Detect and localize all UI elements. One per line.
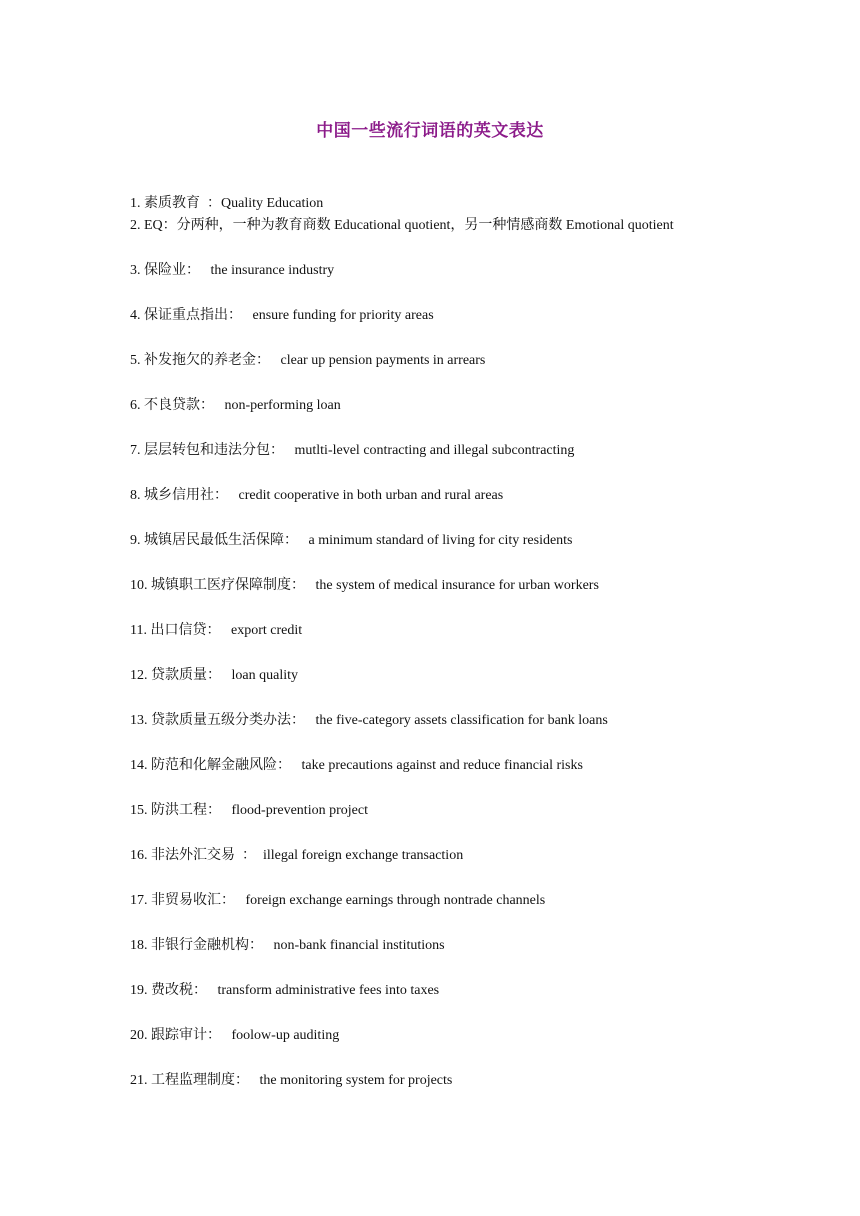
entry-number: 21. [130, 1073, 148, 1088]
entry-separator [220, 623, 231, 638]
entry-chinese: 层层转包和违法分包： [144, 443, 284, 458]
entry-chinese: 非法外汇交易 [151, 848, 235, 863]
entry-chinese: 非贸易收汇： [151, 893, 235, 908]
entry-chinese: 贷款质量五级分类办法： [151, 713, 305, 728]
entry-english: the five-category assets classification for bank loans [315, 713, 608, 728]
entry-chinese: 保险业： [144, 263, 200, 278]
entry-separator [263, 938, 274, 953]
entry-number: 17. [130, 893, 148, 908]
list-item [130, 801, 368, 821]
entry-chinese: 工程监理制度： [151, 1073, 249, 1088]
entry-number: 3. [130, 263, 141, 278]
list-item [130, 756, 583, 776]
entry-chinese: 费改税： [151, 983, 207, 998]
entry-english: non-bank financial institutions [273, 938, 445, 953]
list-item [130, 261, 334, 281]
list-item [130, 306, 434, 326]
entry-number: 4. [130, 308, 141, 323]
entry-separator [221, 803, 232, 818]
entry-number: 9. [130, 533, 141, 548]
entry-separator [305, 713, 316, 728]
entry-english: illegal foreign exchange transaction [263, 848, 464, 863]
document-title: 中国一些流行词语的英文表达 [316, 121, 544, 140]
entry-chinese: EQ：分两种，一种为教育商数 [144, 218, 331, 233]
entry-number: 15. [130, 803, 148, 818]
entry-separator [298, 533, 309, 548]
entry-separator [270, 353, 281, 368]
entry-english: flood-prevention project [231, 803, 368, 818]
entry-separator [221, 1028, 232, 1043]
entry-english: ensure funding for priority areas [252, 308, 434, 323]
list-item [130, 621, 302, 641]
list-item [130, 486, 503, 506]
entry-separator [242, 308, 253, 323]
entry-english: Quality Education [221, 196, 324, 211]
list-item [130, 936, 445, 956]
entry-chinese: 不良贷款： [144, 398, 214, 413]
entry-chinese: 跟踪审计： [151, 1028, 221, 1043]
entry-separator: ： [235, 848, 263, 863]
entry-chinese: 防洪工程： [151, 803, 221, 818]
entry-separator [228, 488, 239, 503]
entry-number: 8. [130, 488, 141, 503]
entry-english: foreign exchange earnings through nontrade channels [245, 893, 546, 908]
entry-number: 16. [130, 848, 148, 863]
entry-number: 5. [130, 353, 141, 368]
entry-separator [235, 893, 246, 908]
entry-english: a minimum standard of living for city residents [308, 533, 573, 548]
entry-chinese: 出口信贷： [150, 623, 221, 638]
list-item [130, 846, 463, 866]
entry-separator [214, 398, 225, 413]
entry-chinese: 城乡信用社： [144, 488, 228, 503]
entry-number: 12. [130, 668, 148, 683]
entry-separator [249, 1073, 260, 1088]
list-item [130, 1026, 339, 1046]
entry-chinese: 非银行金融机构： [151, 938, 263, 953]
entry-number: 13. [130, 713, 148, 728]
entry-number: 11. [130, 623, 147, 638]
entry-chinese: 贷款质量： [151, 668, 221, 683]
list-item [130, 666, 298, 686]
entry-separator [284, 443, 295, 458]
entry-english: loan quality [231, 668, 298, 683]
entry-english: the monitoring system for projects [259, 1073, 453, 1088]
entry-chinese: 补发拖欠的养老金： [144, 353, 270, 368]
list-item [130, 576, 599, 596]
list-item [130, 981, 439, 1001]
entry-chinese: 城镇居民最低生活保障： [144, 533, 298, 548]
entry-english: foolow-up auditing [231, 1028, 340, 1043]
entry-chinese: 素质教育 [144, 196, 200, 211]
list-item [130, 216, 674, 236]
entry-english: clear up pension payments in arrears [280, 353, 486, 368]
entry-number: 20. [130, 1028, 148, 1043]
entry-english: take precautions against and reduce financial risks [301, 758, 583, 773]
entry-chinese: 保证重点指出： [144, 308, 242, 323]
list-item [130, 351, 485, 371]
list-item [130, 1071, 452, 1091]
list-item [130, 891, 545, 911]
entry-number: 6. [130, 398, 141, 413]
entry-english: mutlti-level contracting and illegal subcontracting [294, 443, 575, 458]
entry-english: non-performing loan [224, 398, 341, 413]
entry-separator [221, 668, 232, 683]
entry-english: the insurance industry [210, 263, 335, 278]
entry-chinese: 防范和化解金融风险： [151, 758, 291, 773]
entry-number: 14. [130, 758, 148, 773]
entry-number: 19. [130, 983, 148, 998]
entry-english: the system of medical insurance for urban workers [315, 578, 599, 593]
entry-number: 2. [130, 218, 141, 233]
entry-number: 1. [130, 196, 141, 211]
list-item [130, 711, 608, 731]
entry-chinese: 城镇职工医疗保障制度： [151, 578, 305, 593]
entry-separator [291, 758, 302, 773]
entry-number: 10. [130, 578, 148, 593]
entry-number: 18. [130, 938, 148, 953]
entry-english: Educational quotient，另一种情感商数 Emotional quotient [334, 218, 674, 233]
list-item [130, 531, 573, 551]
list-item [130, 194, 323, 214]
entry-separator: ： [200, 196, 221, 211]
entry-english: credit cooperative in both urban and rural areas [238, 488, 504, 503]
list-item [130, 441, 574, 461]
entry-separator [305, 578, 316, 593]
entry-number: 7. [130, 443, 141, 458]
entry-english: transform administrative fees into taxes [217, 983, 440, 998]
entry-separator [200, 263, 211, 278]
entry-english: export credit [230, 623, 303, 638]
list-item [130, 396, 341, 416]
entry-separator [207, 983, 218, 998]
